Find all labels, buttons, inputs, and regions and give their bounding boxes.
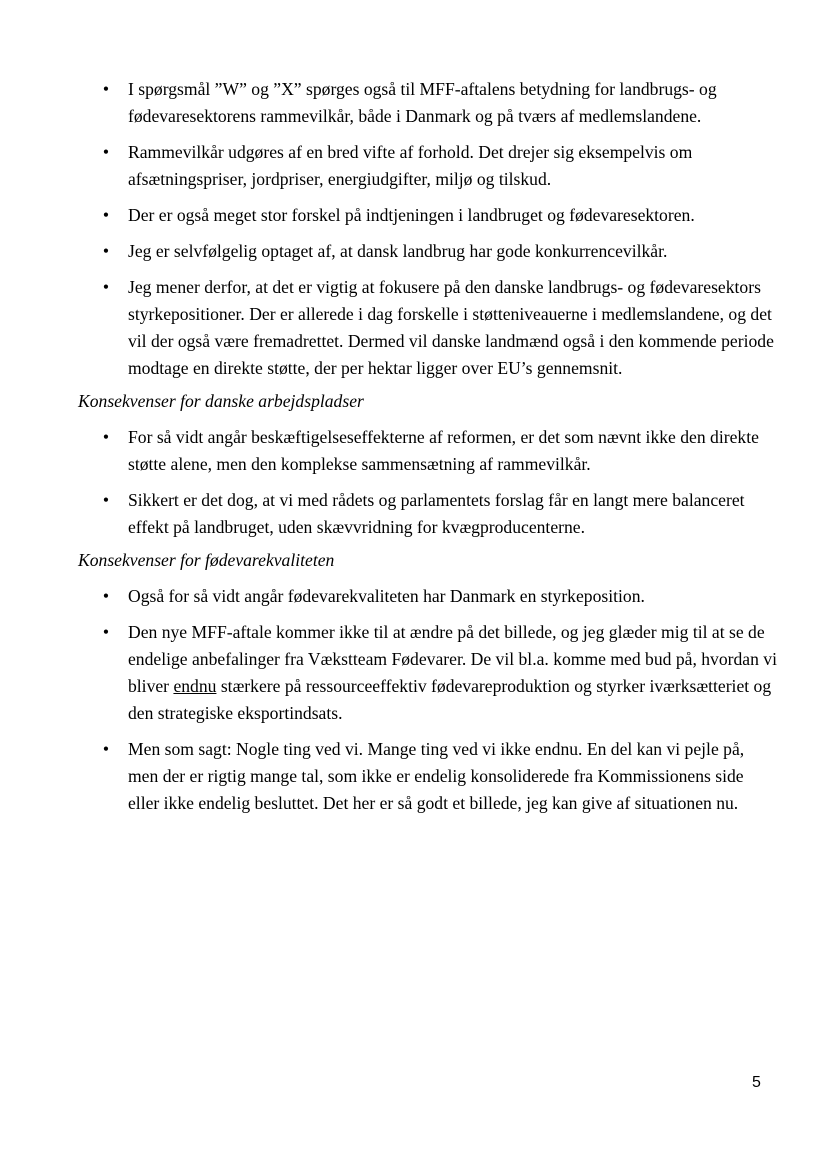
bullet-list-foedevarekvalitet (78, 583, 778, 817)
list-item (78, 424, 778, 478)
list-item-text: Sikkert er det dog, at vi med rådets og parlamentets forslag får en langt mere balanceret effekt på landbruget, uden skævvridning for kvægproducenterne. (128, 490, 745, 537)
list-item (78, 619, 778, 727)
list-item-text: Der er også meget stor forskel på indtjeningen i landbruget og fødevaresektoren. (128, 205, 695, 225)
underlined-word: endnu (173, 676, 217, 696)
section-heading-foedevarekvalitet: Konsekvenser for fødevarekvaliteten (78, 550, 335, 570)
bullet-icon: • (102, 739, 110, 759)
list-item (78, 139, 778, 193)
bullet-icon: • (102, 205, 110, 225)
text-segment: Den nye MFF-aftale kommer ikke til at ændre på det billede, og jeg glæder mig til at se de endelige anbefalinger fra Vækstteam Fødevarer. De vil bl.a. komme med bud på, hvordan vi bliver (128, 622, 777, 696)
list-item (78, 274, 778, 382)
bullet-icon: • (102, 427, 110, 447)
list-item-text: I spørgsmål ”W” og ”X” spørges også til MFF-aftalens betydning for landbrugs- og fødevaresektorens rammevilkår, både i Danmark og på tværs af medlemslandene. (128, 79, 717, 126)
bullet-list-rammevilkaar (78, 76, 778, 382)
list-item-text: For så vidt angår beskæftigelseseffekterne af reformen, er det som nævnt ikke den direkte støtte alene, men den komplekse sammensætning af rammevilkår. (128, 427, 759, 474)
list-item (78, 202, 778, 229)
bullet-icon: • (102, 277, 110, 297)
list-item-text: Jeg mener derfor, at det er vigtig at fokusere på den danske landbrugs- og fødevaresektors styrkepositioner. Der er allerede i dag forskelle i støtteniveauerne i medlemslandene, og det vil der også være fremadrettet. Dermed vil danske landmænd også i den kommende periode modtage en direkte støtte, der per hektar ligger over EU’s gennemsnit. (128, 277, 774, 378)
list-item (78, 583, 778, 610)
list-item-text: Også for så vidt angår fødevarekvaliteten har Danmark en styrkeposition. (128, 586, 645, 606)
list-item-text: Rammevilkår udgøres af en bred vifte af forhold. Det drejer sig eksempelvis om afsætningspriser, jordpriser, energiudgifter, miljø og tilskud. (128, 142, 693, 189)
list-item-text: Men som sagt: Nogle ting ved vi. Mange ting ved vi ikke endnu. En del kan vi pejle på, men der er rigtig mange tal, som ikke er endelig konsoliderede fra Kommissionens side eller ikke endelig besluttet. Det her er så godt et billede, jeg kan give af situationen nu. (128, 739, 745, 813)
list-item (78, 736, 778, 817)
list-item (78, 238, 778, 265)
list-item (78, 76, 778, 130)
bullet-icon: • (102, 490, 110, 510)
section-heading-arbejdspladser: Konsekvenser for danske arbejdspladser (78, 391, 364, 411)
text-segment: stærkere på ressourceeffektiv fødevareproduktion og styrker iværksætteriet og den strategiske eksportindsats. (128, 676, 772, 723)
bullet-icon: • (102, 79, 110, 99)
list-item-text: Jeg er selvfølgelig optaget af, at dansk landbrug har gode konkurrencevilkår. (128, 241, 668, 261)
page-content (78, 76, 778, 826)
bullet-icon: • (102, 622, 110, 642)
list-item-text (128, 622, 777, 723)
bullet-icon: • (102, 241, 110, 261)
bullet-icon: • (102, 142, 110, 162)
list-item (78, 487, 778, 541)
bullet-icon: • (102, 586, 110, 606)
bullet-list-arbejdspladser (78, 424, 778, 541)
page-number: 5 (752, 1074, 761, 1091)
